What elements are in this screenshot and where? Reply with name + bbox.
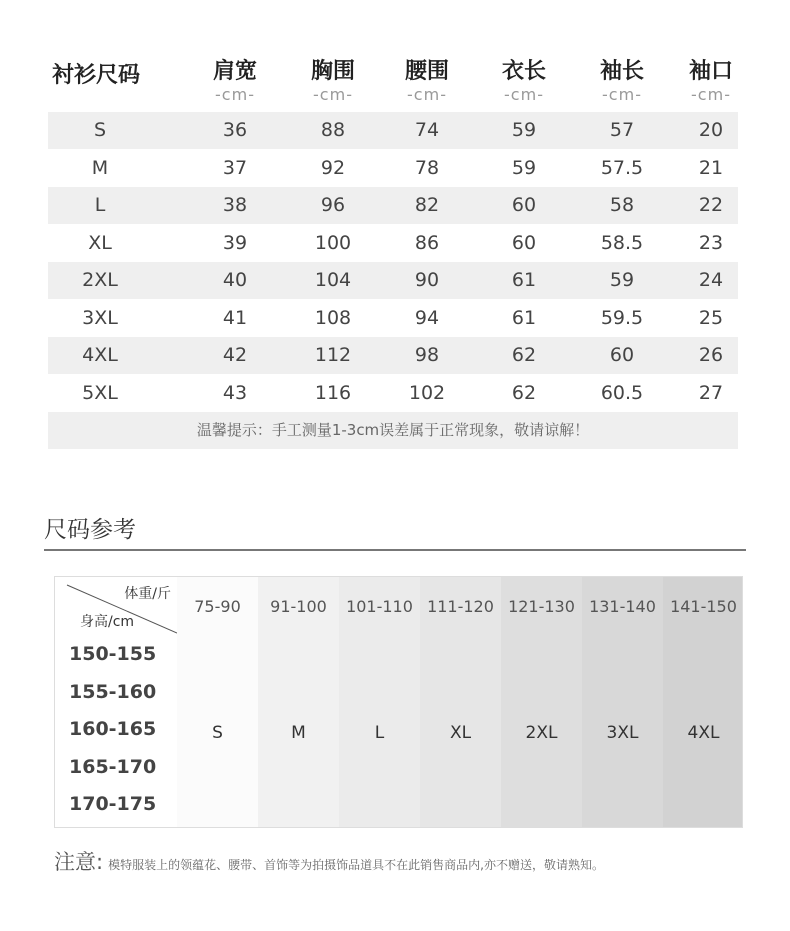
measurement-cell: 57: [609, 119, 635, 141]
column-label: 腰围: [404, 59, 449, 84]
measurement-cell: 100: [314, 231, 352, 254]
measurement-cell: 62: [511, 344, 537, 366]
measurement-cell: 24: [698, 269, 724, 291]
measurement-cell: 58: [609, 194, 635, 216]
measurement-cell: 26: [698, 344, 724, 366]
size-chart-header: [48, 56, 738, 114]
measurement-cell: 27: [698, 381, 724, 404]
measurement-cell: 59.5: [600, 306, 644, 329]
measurement-cell: 39: [222, 231, 248, 254]
measurement-cell: 112: [314, 344, 352, 366]
recommended-size: 2XL: [525, 723, 558, 743]
size-label: 4XL: [82, 344, 118, 366]
measurement-cell: 57.5: [600, 156, 644, 179]
size-row: [48, 262, 738, 299]
column-header-chest: [288, 58, 378, 104]
note-text: 模特服装上的领蕴花、腰带、首饰等为拍摄饰品道具不在此销售商品内,亦不赠送，敬请熟知。: [108, 858, 604, 872]
measurement-cell: 60: [609, 344, 635, 366]
weight-column: [582, 577, 663, 828]
height-range: 165-170: [69, 755, 157, 778]
corner-header-cell: [55, 577, 177, 637]
recommended-size: 4XL: [687, 723, 720, 743]
column-header-length: [479, 58, 569, 104]
weight-range: 131-140: [589, 597, 656, 616]
size-label: 2XL: [82, 269, 118, 291]
recommended-size: L: [374, 723, 385, 743]
size-row: [48, 337, 738, 374]
weight-range: 111-120: [427, 597, 494, 616]
measurement-cell: 41: [222, 306, 248, 329]
column-label: 肩宽: [212, 59, 257, 84]
column-unit: -cm-: [691, 85, 731, 104]
measurement-cell: 23: [698, 231, 724, 254]
measurement-cell: 59: [609, 269, 635, 291]
recommended-size: 3XL: [606, 723, 639, 743]
size-label: 3XL: [82, 306, 118, 329]
size-label: 5XL: [82, 381, 118, 404]
weight-column: [339, 577, 420, 828]
measurement-cell: 20: [698, 119, 724, 141]
measurement-cell: 116: [314, 381, 352, 404]
measurement-cell: 59: [511, 156, 537, 179]
column-header-shoulder: [190, 58, 280, 104]
weight-range: 121-130: [508, 597, 575, 616]
section-divider: [44, 549, 746, 551]
measurement-cell: 61: [511, 269, 537, 291]
measurement-cell: 92: [320, 156, 346, 179]
note-label: 注意:: [54, 850, 104, 874]
measurement-cell: 21: [698, 156, 724, 179]
measurement-cell: 104: [314, 269, 352, 291]
measurement-cell: 88: [320, 119, 346, 141]
size-row: [48, 225, 738, 262]
weight-column: [258, 577, 339, 828]
measurement-cell: 61: [511, 306, 537, 329]
size-row: [48, 150, 738, 187]
column-label: 衣长: [501, 59, 546, 84]
measurement-tip: 温馨提示：手工测量1-3cm误差属于正常现象，敬请谅解！: [48, 412, 738, 449]
column-unit: -cm-: [504, 85, 544, 104]
weight-column: [663, 577, 743, 828]
weight-column: [420, 577, 501, 828]
weight-range: 75-90: [194, 597, 241, 616]
height-range: 155-160: [69, 680, 157, 703]
height-range: 160-165: [69, 718, 157, 740]
footnote: [54, 846, 604, 876]
weight-column: [177, 577, 258, 828]
column-header-cuff: [666, 58, 756, 104]
measurement-cell: 78: [414, 156, 440, 179]
measurement-cell: 82: [414, 194, 440, 216]
measurement-cell: 43: [222, 381, 248, 404]
height-axis-label: 身高/cm: [80, 614, 135, 630]
measurement-cell: 62: [511, 381, 537, 404]
column-label: 袖长: [599, 59, 644, 84]
recommended-size: XL: [449, 723, 472, 743]
measurement-cell: 90: [414, 269, 440, 291]
measurement-cell: 42: [222, 344, 248, 366]
measurement-cell: 37: [222, 156, 248, 179]
weight-range: 91-100: [270, 597, 327, 616]
measurement-cell: 59: [511, 119, 537, 141]
measurement-cell: 108: [314, 306, 352, 329]
column-unit: -cm-: [602, 85, 642, 104]
recommended-size: M: [291, 723, 306, 743]
size-row: [48, 300, 738, 337]
measurement-cell: 102: [408, 381, 446, 404]
size-row: [48, 112, 738, 149]
measurement-cell: 58.5: [600, 231, 644, 254]
measurement-cell: 74: [414, 119, 440, 141]
column-header-waist: [382, 58, 472, 104]
size-chart-title: 衬衫尺码: [52, 63, 141, 88]
size-reference-table: [54, 576, 743, 828]
size-row: [48, 187, 738, 224]
measurement-cell: 60: [511, 194, 537, 216]
measurement-cell: 38: [222, 194, 248, 216]
size-label: S: [93, 119, 107, 141]
weight-range: 141-150: [670, 597, 737, 616]
column-unit: -cm-: [407, 85, 447, 104]
weight-range: 101-110: [346, 597, 413, 616]
column-unit: -cm-: [215, 85, 255, 104]
measurement-cell: 25: [698, 306, 724, 329]
size-label: XL: [88, 231, 112, 254]
column-unit: -cm-: [313, 85, 353, 104]
measurement-cell: 96: [320, 194, 346, 216]
height-range: 150-155: [69, 643, 157, 665]
size-label: L: [94, 194, 106, 216]
measurement-cell: 22: [698, 194, 724, 216]
measurement-cell: 94: [414, 306, 440, 329]
size-row: [48, 375, 738, 412]
size-reference-title: 尺码参考: [44, 517, 136, 543]
measurement-cell: 98: [414, 344, 440, 366]
measurement-cell: 36: [222, 119, 248, 141]
measurement-cell: 60.5: [600, 381, 644, 404]
height-range: 170-175: [69, 793, 157, 815]
column-header-sleeve: [577, 58, 667, 104]
column-label: 袖口: [688, 59, 733, 84]
recommended-size: S: [212, 723, 223, 743]
measurement-cell: 40: [222, 269, 248, 291]
weight-axis-label: 体重/斤: [124, 586, 171, 602]
column-label: 胸围: [310, 59, 355, 84]
weight-column: [501, 577, 582, 828]
measurement-cell: 60: [511, 231, 537, 254]
measurement-cell: 86: [414, 231, 440, 254]
size-label: M: [91, 156, 109, 179]
